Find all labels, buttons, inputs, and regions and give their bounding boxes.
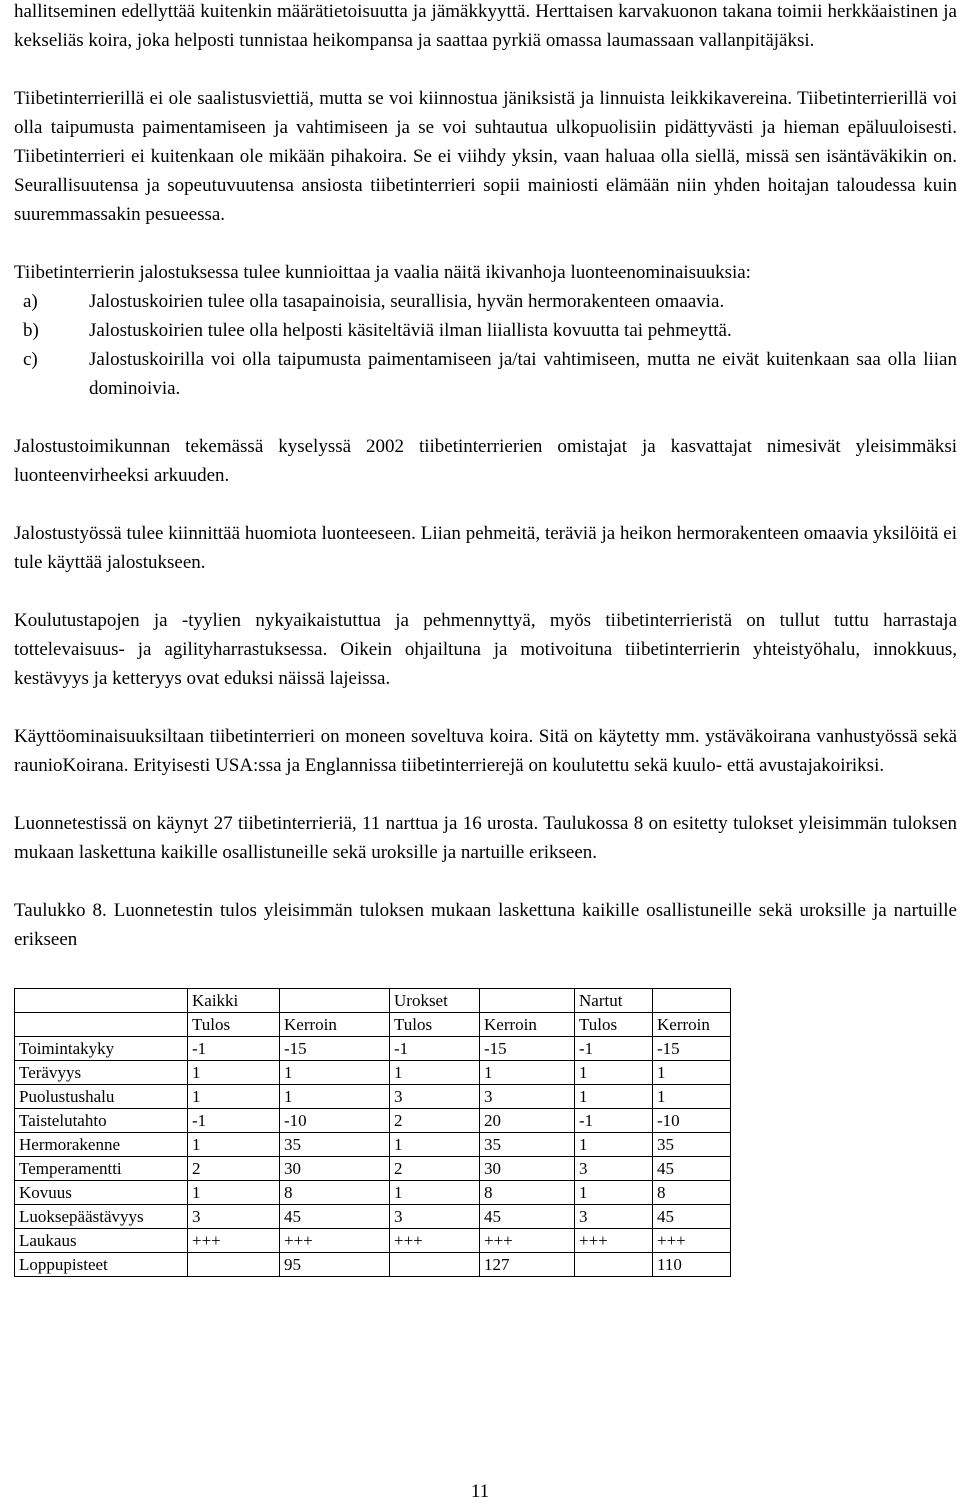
table-cell: Kerroin <box>653 1013 731 1037</box>
table-cell: 45 <box>653 1157 731 1181</box>
table-cell: -15 <box>280 1037 390 1061</box>
table-cell: Kaikki <box>188 989 280 1013</box>
table-cell <box>15 1013 188 1037</box>
table-cell: 8 <box>653 1181 731 1205</box>
table-cell: 1 <box>575 1085 653 1109</box>
table-cell: -1 <box>188 1109 280 1133</box>
table-row <box>15 1205 731 1229</box>
table-cell: 1 <box>575 1061 653 1085</box>
table-cell <box>575 1253 653 1277</box>
table-cell: +++ <box>390 1229 480 1253</box>
table-cell: 1 <box>575 1181 653 1205</box>
table-cell: 45 <box>280 1205 390 1229</box>
table-cell: 2 <box>188 1157 280 1181</box>
table-cell: Puolustushalu <box>15 1085 188 1109</box>
table-cell <box>390 1253 480 1277</box>
table-cell: 3 <box>188 1205 280 1229</box>
table-cell: 3 <box>480 1085 575 1109</box>
paragraph: Luonnetestissä on käynyt 27 tiibetinterrieriä, 11 narttua ja 16 urosta. Taulukossa 8 on esitetty tulokset yleisimmän tuloksen mukaan laskettuna kaikille osallistuneille sekä uroksille ja nartuille erikseen. <box>14 813 957 863</box>
table-cell: +++ <box>653 1229 731 1253</box>
table-cell: 1 <box>390 1181 480 1205</box>
paragraph: Käyttöominaisuuksiltaan tiibetinterrieri on moneen soveltuva koira. Sitä on käytetty mm. ystäväkoirana vanhustyössä sekä raunioKoirana. Erityisesti USA:ssa ja Englannissa tiibetinterrierejä on koulutettu sekä kuulo- että avustajakoiriksi. <box>14 726 957 776</box>
table-sub-header-row <box>15 1013 731 1037</box>
list-marker: a) <box>23 291 38 312</box>
breeding-criteria-list <box>14 287 957 403</box>
table-cell: -15 <box>480 1037 575 1061</box>
table-cell: Temperamentti <box>15 1157 188 1181</box>
paragraph: Koulutustapojen ja -tyylien nykyaikaistuttua ja pehmennyttyä, myös tiibetinterrieristä on tullut tuttu harrastaja tottelevaisuus- ja agilityharrastuksessa. Oikein ohjailtuna ja motivoituna tiibetinterrierin yhteistyöhalu, innokkuus, kestävyys ja ketteryys ovat eduksi näissä lajeissa. <box>14 610 957 689</box>
document-page <box>14 0 957 1277</box>
table-cell: Laukaus <box>15 1229 188 1253</box>
table-cell: -1 <box>575 1037 653 1061</box>
table-cell: Kovuus <box>15 1181 188 1205</box>
table-cell: -10 <box>280 1109 390 1133</box>
table-cell: +++ <box>280 1229 390 1253</box>
table-caption: Taulukko 8. Luonnetestin tulos yleisimmän tuloksen mukaan laskettuna kaikille osallistuneille sekä uroksille ja nartuille erikseen <box>14 900 957 950</box>
paragraph: Jalostustyössä tulee kiinnittää huomiota luonteeseen. Liian pehmeitä, teräviä ja heikon hermorakenteen omaavia yksilöitä ei tule käyttää jalostukseen. <box>14 523 957 573</box>
table-cell: 1 <box>653 1085 731 1109</box>
table-cell: 2 <box>390 1109 480 1133</box>
table-cell: 1 <box>653 1061 731 1085</box>
table-cell: 1 <box>575 1133 653 1157</box>
table-cell <box>480 989 575 1013</box>
table-cell: -1 <box>575 1109 653 1133</box>
list-item-text: Jalostuskoirien tulee olla tasapainoisia, seurallisia, hyvän hermorakenteen omaavia. <box>89 291 725 312</box>
table-cell <box>15 989 188 1013</box>
table-row <box>15 1229 731 1253</box>
page-number: 11 <box>470 1481 490 1502</box>
table-cell: 127 <box>480 1253 575 1277</box>
table-row <box>15 1181 731 1205</box>
table-cell: -1 <box>390 1037 480 1061</box>
table-cell: 1 <box>390 1061 480 1085</box>
list-item <box>14 287 957 316</box>
table-cell: Kerroin <box>280 1013 390 1037</box>
table-cell: Luoksepäästävyys <box>15 1205 188 1229</box>
table-cell: 1 <box>188 1133 280 1157</box>
table-cell: Tulos <box>575 1013 653 1037</box>
table-cell: -1 <box>188 1037 280 1061</box>
list-item-text: Jalostuskoirien tulee olla helposti käsiteltäviä ilman liiallista kovuutta tai pehmeyttä. <box>89 320 732 341</box>
table-cell: 3 <box>390 1205 480 1229</box>
table-cell: 110 <box>653 1253 731 1277</box>
table-cell: +++ <box>575 1229 653 1253</box>
table-cell: 35 <box>653 1133 731 1157</box>
table-cell: 1 <box>390 1133 480 1157</box>
table-cell: -10 <box>653 1109 731 1133</box>
table-row <box>15 1109 731 1133</box>
table-cell: 1 <box>188 1181 280 1205</box>
table-cell: Tulos <box>390 1013 480 1037</box>
table-row <box>15 1133 731 1157</box>
table-cell: 1 <box>188 1085 280 1109</box>
table-cell: Loppupisteet <box>15 1253 188 1277</box>
table-row <box>15 1253 731 1277</box>
table-cell: 45 <box>480 1205 575 1229</box>
table-cell: Nartut <box>575 989 653 1013</box>
list-marker: c) <box>23 349 38 370</box>
table-cell: -15 <box>653 1037 731 1061</box>
table-cell: 1 <box>280 1085 390 1109</box>
table-cell: Urokset <box>390 989 480 1013</box>
table-cell: Taistelutahto <box>15 1109 188 1133</box>
table-cell: 8 <box>280 1181 390 1205</box>
list-item-text: Jalostuskoirilla voi olla taipumusta paimentamiseen ja/tai vahtimiseen, mutta ne eivät kuitenkaan saa olla liian dominoivia. <box>89 349 957 399</box>
table-cell: 3 <box>575 1205 653 1229</box>
paragraph: Jalostustoimikunnan tekemässä kyselyssä 2002 tiibetinterrierien omistajat ja kasvattajat nimesivät yleisimmäksi luonteenvirheeksi arkuuden. <box>14 436 957 486</box>
table-cell: +++ <box>188 1229 280 1253</box>
table-cell <box>653 989 731 1013</box>
table-cell: 35 <box>280 1133 390 1157</box>
table-cell: 30 <box>480 1157 575 1181</box>
table-cell: Terävyys <box>15 1061 188 1085</box>
table-row <box>15 1061 731 1085</box>
table-cell <box>188 1253 280 1277</box>
table-cell: Hermorakenne <box>15 1133 188 1157</box>
table-cell: 3 <box>390 1085 480 1109</box>
table-cell: +++ <box>480 1229 575 1253</box>
table-cell: 35 <box>480 1133 575 1157</box>
table-cell <box>280 989 390 1013</box>
table-row <box>15 1085 731 1109</box>
list-item <box>14 316 957 345</box>
list-item <box>14 345 957 403</box>
table-cell: 1 <box>480 1061 575 1085</box>
table-cell: 8 <box>480 1181 575 1205</box>
table-cell: 1 <box>188 1061 280 1085</box>
table-cell: Toimintakyky <box>15 1037 188 1061</box>
table-cell: 3 <box>575 1157 653 1181</box>
table-cell: 45 <box>653 1205 731 1229</box>
table-row <box>15 1037 731 1061</box>
list-intro: Tiibetinterrierin jalostuksessa tulee kunnioittaa ja vaalia näitä ikivanhoja luonteenominaisuuksia: <box>14 262 751 283</box>
table-cell: 1 <box>280 1061 390 1085</box>
table-cell: 30 <box>280 1157 390 1181</box>
table-cell: 20 <box>480 1109 575 1133</box>
paragraph: Tiibetinterrierillä ei ole saalistusviettiä, mutta se voi kiinnostua jäniksistä ja linnuista leikkikavereina. Tiibetinterrierillä voi olla taipumusta paimentamiseen ja vahtimiseen ja se voi suhtautua ulkopuolisiin pidättyvästi ja hieman epäluuloisesti. Tiibetinterrieri ei kuitenkaan ole mikään pihakoira. Se ei viihdy yksin, vaan haluaa olla siellä, missä sen isäntäväkikin on. Seurallisuutensa ja sopeutuvuutensa ansiosta tiibetinterrieri sopii mainiosti elämään niin yhden hoitajan taloudessa kuin suuremmassakin pesueessa. <box>14 88 957 225</box>
table-group-header-row <box>15 989 731 1013</box>
table-cell: 95 <box>280 1253 390 1277</box>
table-cell: 2 <box>390 1157 480 1181</box>
table-cell: Tulos <box>188 1013 280 1037</box>
list-marker: b) <box>23 320 39 341</box>
table-cell: Kerroin <box>480 1013 575 1037</box>
paragraph: hallitseminen edellyttää kuitenkin määrätietoisuutta ja jämäkkyyttä. Herttaisen karvakuonon takana toimii herkkäaistinen ja kekseliäs koira, joka helposti tunnistaa heikompansa ja saattaa pyrkiä omassa laumassaan vallanpitäjäksi. <box>14 1 957 51</box>
results-table <box>14 988 731 1277</box>
table-row <box>15 1157 731 1181</box>
